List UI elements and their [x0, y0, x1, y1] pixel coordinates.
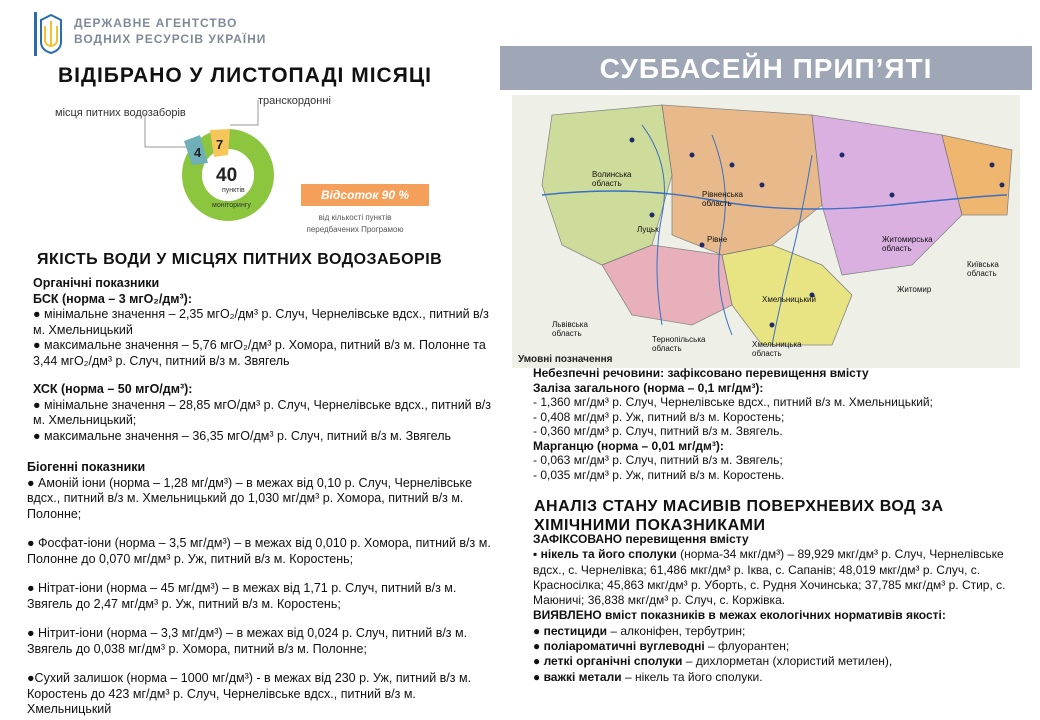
nitrate-line: ● Нітрат-іони (норма – 45 мг/дм³) – в межах від 1,71 р. Случ, питний в/з м. Звягель до 2,47 мг/дм³ р. Уж, питний в/з м. Коростень; — [27, 581, 457, 611]
ammonium-line: ● Амоній іони (норма – 1,28 мг/дм³) – в межах від 0,10 р. Случ, Чернелівське вдсх., питний в/з м. Хмельницький до 1,030 мг/дм³ р. Хомора, питний в/з м. Полонне; — [27, 475, 473, 521]
agency-name — [74, 15, 266, 47]
nickel-paragraph — [533, 547, 1023, 608]
donut-transboundary-value: 7 — [216, 137, 224, 152]
xsk-min: ● мінімальне значення – 28,85 мгО/дм³ р. Случ, Чернелівське вдсх., питний в/з м. Хмельницький; — [33, 397, 491, 427]
found-item-bold: ● пестициди — [533, 623, 608, 638]
donut-total-value: 40 — [216, 165, 238, 186]
found-item-rest: – флуорантен; — [704, 639, 790, 654]
selected-title: ВІДІБРАНО У ЛИСТОПАДІ МІСЯЦІ — [58, 64, 432, 87]
fixed-title: ЗАФІКСОВАНО перевищення вмісту — [533, 532, 749, 546]
dry-residue-line: ●Сухий залишок (норма – 1000 мг/дм³) - в межах від 230 р. Уж, питний в/з м. Коростень до 423 мг/дм³ р. Случ, Чернелівське вдсх., питний в/з м. Хмельницький — [27, 671, 472, 716]
analysis-block — [533, 532, 1023, 685]
organic-title: Органічні показники — [33, 276, 160, 290]
analysis-heading-2: ХІМІЧНИМИ ПОКАЗНИКАМИ — [534, 517, 766, 534]
emblem-icon — [32, 12, 70, 56]
map-label-rivne: Рівненська область — [702, 190, 743, 208]
xsk-title: ХСК (норма – 50 мгО/дм³): — [33, 382, 193, 396]
manganese-line-1: - 0,063 мг/дм³ р. Случ, питний в/з м. Звягель; — [533, 453, 783, 467]
found-item — [533, 670, 1023, 685]
map-city-rivne: Рівне — [707, 235, 728, 244]
map-city-khmelnytskyi: Хмельницький — [762, 295, 816, 304]
found-title: ВИЯВЛЕНО вміст показників в межах екологічних нормативів якості: — [533, 608, 946, 623]
map-label-lviv: Львівська область — [552, 320, 588, 338]
found-item-bold: ● леткі органічні сполуки — [533, 654, 683, 669]
label-transboundary: транскордонні — [258, 95, 331, 107]
agency-line-2: ВОДНИХ РЕСУРСІВ УКРАЇНИ — [74, 32, 267, 46]
label-drinking-intakes: місця питних водозаборів — [55, 107, 186, 119]
analysis-heading — [534, 497, 944, 535]
percentage-caption — [300, 212, 410, 236]
agency-line-1: ДЕРЖАВНЕ АГЕНТСТВО — [74, 16, 238, 30]
found-item-rest: – нікель та його сполуки. — [621, 669, 763, 684]
map-city-lutsk: Луцьк — [637, 225, 659, 234]
found-item-rest: – алконіфен, тербутрин; — [607, 623, 746, 638]
manganese-title: Марганцю (норма – 0,01 мг/дм³): — [533, 438, 724, 453]
iron-line-3: - 0,360 мг/дм³ р. Случ, питний в/з м. Звягель. — [533, 424, 783, 438]
found-item — [533, 639, 1023, 654]
subbasin-map — [512, 95, 1020, 368]
iron-line-1: - 1,360 мг/дм³ р. Случ, Чернелівське вдсх., питний в/з м. Хмельницький; — [533, 395, 933, 409]
percentage-caption-2: передбачених Програмою — [306, 225, 404, 234]
bsk-max: ● максимальне значення – 5,76 мгО₂/дм³ р. Хомора, питний в/з м. Полонне та 3,44 мгО₂/дм³ р. Случ, питний в/з м. Звягель — [33, 338, 486, 368]
found-item-rest: – дихлорметан (хлористий метилен), — [682, 654, 893, 669]
donut-drinking-value: 4 — [194, 145, 202, 160]
biogenic-block — [27, 460, 502, 718]
found-item — [533, 654, 1023, 669]
bsk-title: БСК (норма – 3 мгО₂/дм³): — [33, 291, 192, 306]
found-item-bold: ● важкі метали — [533, 669, 622, 684]
percentage-caption-1: від кількості пунктів — [318, 213, 392, 222]
donut-total-caption-2: моніторингу — [212, 202, 251, 209]
map-label-khmelnytskyi: Хмельницька область — [752, 340, 802, 358]
nickel-bold: ▪ нікель та його сполуки — [533, 547, 677, 562]
nitrite-line: ● Нітрит-іони (норма – 3,3 мг/дм³) – в межах від 0,024 р. Случ, питний в/з м. Звягель до 0,038 мг/дм³ р. Хомора, питний в/з м. Полонне; — [27, 626, 468, 656]
subbasin-banner: СУББАСЕЙН ПРИП’ЯТІ — [500, 46, 1032, 90]
percentage-badge: Відсоток 90 % — [301, 184, 429, 206]
danger-title: Небезпечні речовини: зафіксовано перевищення вмісту — [533, 366, 869, 380]
map-city-zhytomyr: Житомир — [897, 285, 932, 294]
danger-block — [533, 366, 1033, 482]
manganese-line-2: - 0,035 мг/дм³ р. Уж, питний в/з м. Коростень. — [533, 467, 785, 482]
phosphate-line: ● Фосфат-іони (норма – 3,5 мг/дм³) – в межах від 0,010 р. Хомора, питний в/з м. Полонне до 0,070 мг/дм³ р. Уж, питний в/з м. Коростень; — [27, 536, 491, 566]
analysis-heading-1: АНАЛІЗ СТАНУ МАСИВІВ ПОВЕРХНЕВИХ ВОД ЗА — [534, 498, 944, 515]
map-label-volyn: Волинська область — [592, 170, 632, 188]
bsk-min: ● мінімальне значення – 2,35 мгО₂/дм³ р. Случ, Чернелівське вдсх., питний в/з м. Хмельницький — [33, 307, 489, 337]
map-label-kyiv: Київська область — [967, 260, 999, 278]
iron-title: Заліза загального (норма – 0,1 мг/дм³): — [533, 380, 764, 395]
iron-line-2: - 0,408 мг/дм³ р. Уж, питний в/з м. Коростень; — [533, 409, 785, 424]
donut-total-caption-1: пунктів — [222, 187, 245, 194]
map-label-ternopil: Тернопільська область — [652, 335, 706, 353]
found-item — [533, 624, 1023, 639]
map-legend-label: Умовні позначення — [518, 354, 613, 365]
organic-block — [33, 276, 493, 444]
quality-heading: ЯКІСТЬ ВОДИ У МІСЦЯХ ПИТНИХ ВОДОЗАБОРІВ — [37, 251, 443, 268]
map-label-zhytomyr: Житомирська область — [882, 235, 933, 253]
biogenic-title: Біогенні показники — [27, 460, 146, 474]
found-item-bold: ● поліароматичні вуглеводні — [533, 639, 705, 654]
xsk-max: ● максимальне значення – 36,35 мгО/дм³ р. Случ, питний в/з м. Звягель — [33, 428, 452, 443]
nickel-text: (норма-34 мкг/дм³) – 89,929 мкг/дм³ р. Случ, Чернелівське вдсх., с. Чернелівка; 61,486 мкг/дм³ р. Іква, с. Сапанів; 48,019 мкг/дм³ р. Случ, с. Красносілка; 45,863 мкг/дм³ р. Уборть, с. Рудня Хочинська; 37,785 мкг/дм³ р. Стир, с. Маюничі; 36,838 мкг/дм³ р. Случ, с. Коржівка. — [533, 547, 1006, 608]
